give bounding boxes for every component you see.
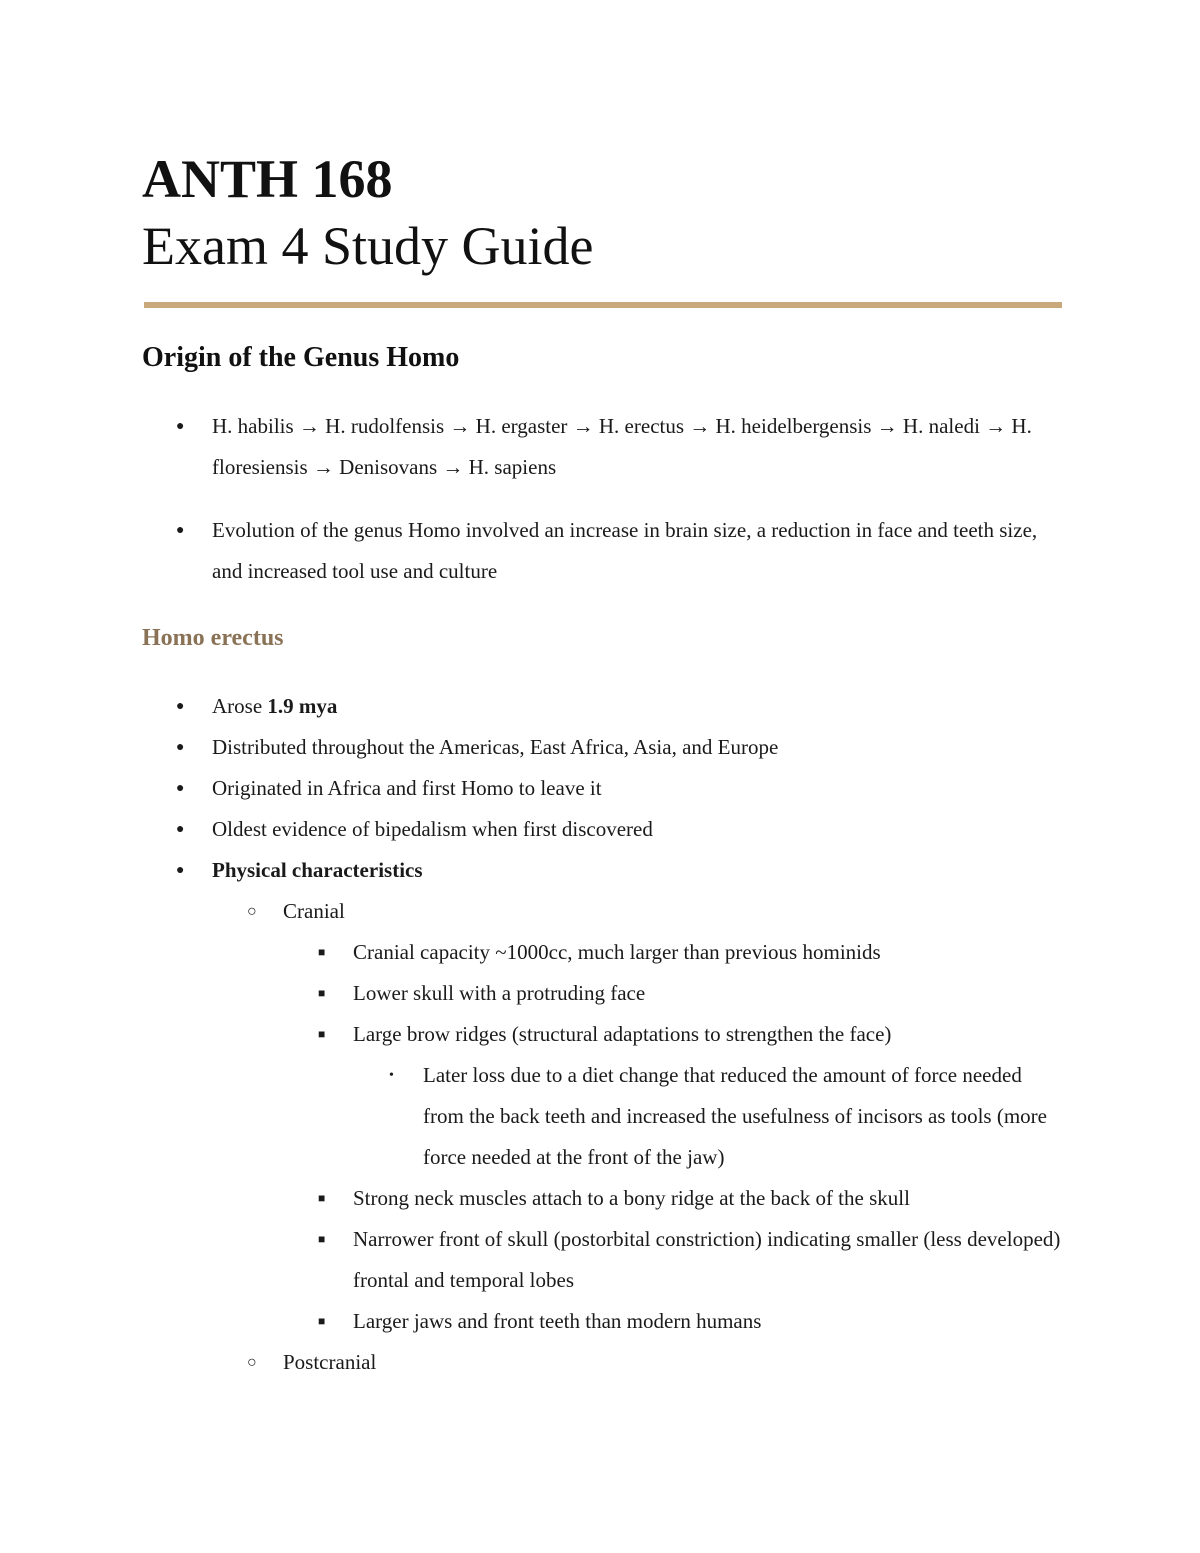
bullet-icon: ● xyxy=(176,419,185,434)
list-item-text: Narrower front of skull (postorbital constriction) indicating smaller (less developed) frontal and temporal lobes xyxy=(353,1227,1061,1292)
square-bullet-icon: ■ xyxy=(318,945,326,959)
square-bullet-icon: ■ xyxy=(318,1027,326,1041)
cranial-heading: Cranial xyxy=(283,899,345,923)
bullet-icon: ● xyxy=(176,822,185,837)
section-heading-origin: Origin of the Genus Homo xyxy=(142,342,460,373)
list-item xyxy=(142,809,1062,850)
origin-list xyxy=(142,406,1062,488)
small-bullet-icon: • xyxy=(389,1068,394,1083)
list-item xyxy=(142,1178,1062,1219)
list-item xyxy=(142,768,1062,809)
list-item-arose xyxy=(142,686,1062,727)
document-subtitle: Exam 4 Study Guide xyxy=(142,216,594,276)
bullet-icon: ● xyxy=(176,781,185,796)
document-page xyxy=(142,148,1062,1383)
postcranial-heading: Postcranial xyxy=(283,1350,377,1374)
bullet-icon: ● xyxy=(176,523,185,538)
list-item-text: H. habilis → H. rudolfensis → H. ergaster → H. erectus → H. heidelbergensis → H. naledi → H. floresiensis → Denisovans → H. sapiens xyxy=(212,414,1032,479)
list-item xyxy=(142,932,1062,973)
list-item-text: Later loss due to a diet change that reduced the amount of force needed from the back teeth and increased the usefulness of incisors as tools (more force needed at the front of the jaw) xyxy=(423,1063,1047,1169)
arose-value: 1.9 mya xyxy=(267,694,338,718)
list-item-postcranial xyxy=(142,1342,1062,1383)
hollow-bullet-icon: ○ xyxy=(247,1354,257,1371)
section-heading-homo-erectus: Homo erectus xyxy=(142,625,284,651)
list-item-text: Evolution of the genus Homo involved an increase in brain size, a reduction in face and teeth size, and increased tool use and culture xyxy=(212,518,1038,583)
list-item-text: Oldest evidence of bipedalism when first discovered xyxy=(212,817,653,841)
list-item xyxy=(142,510,1062,592)
bullet-icon: ● xyxy=(176,699,185,714)
list-item-text: Strong neck muscles attach to a bony ridge at the back of the skull xyxy=(353,1186,910,1210)
arose-prefix: Arose xyxy=(212,694,268,718)
course-title: ANTH 168 xyxy=(142,149,393,209)
bullet-icon: ● xyxy=(176,740,185,755)
square-bullet-icon: ■ xyxy=(318,1191,326,1205)
spacer xyxy=(142,488,1062,510)
list-item-text: Larger jaws and front teeth than modern humans xyxy=(353,1309,762,1333)
list-item-text: Lower skull with a protruding face xyxy=(353,981,646,1005)
list-item xyxy=(142,973,1062,1014)
square-bullet-icon: ■ xyxy=(318,1232,326,1246)
list-item xyxy=(142,406,1062,488)
origin-list-2 xyxy=(142,510,1062,592)
title-divider xyxy=(144,302,1062,308)
bullet-icon: ● xyxy=(176,863,185,878)
homo-erectus-list xyxy=(142,686,1062,1383)
list-item-text: Large brow ridges (structural adaptations to strengthen the face) xyxy=(353,1022,892,1046)
list-item-physical xyxy=(142,850,1062,891)
list-item xyxy=(142,1219,1062,1301)
square-bullet-icon: ■ xyxy=(318,986,326,1000)
list-item-text: Distributed throughout the Americas, East Africa, Asia, and Europe xyxy=(212,735,779,759)
list-item xyxy=(142,727,1062,768)
list-item-cranial xyxy=(142,891,1062,932)
hollow-bullet-icon: ○ xyxy=(247,903,257,920)
list-item-text: Originated in Africa and first Homo to leave it xyxy=(212,776,602,800)
physical-heading: Physical characteristics xyxy=(212,858,423,882)
list-item-brow-subitem xyxy=(142,1055,1062,1178)
square-bullet-icon: ■ xyxy=(318,1314,326,1328)
list-item xyxy=(142,1014,1062,1055)
list-item xyxy=(142,1301,1062,1342)
list-item-text: Cranial capacity ~1000cc, much larger than previous hominids xyxy=(353,940,881,964)
